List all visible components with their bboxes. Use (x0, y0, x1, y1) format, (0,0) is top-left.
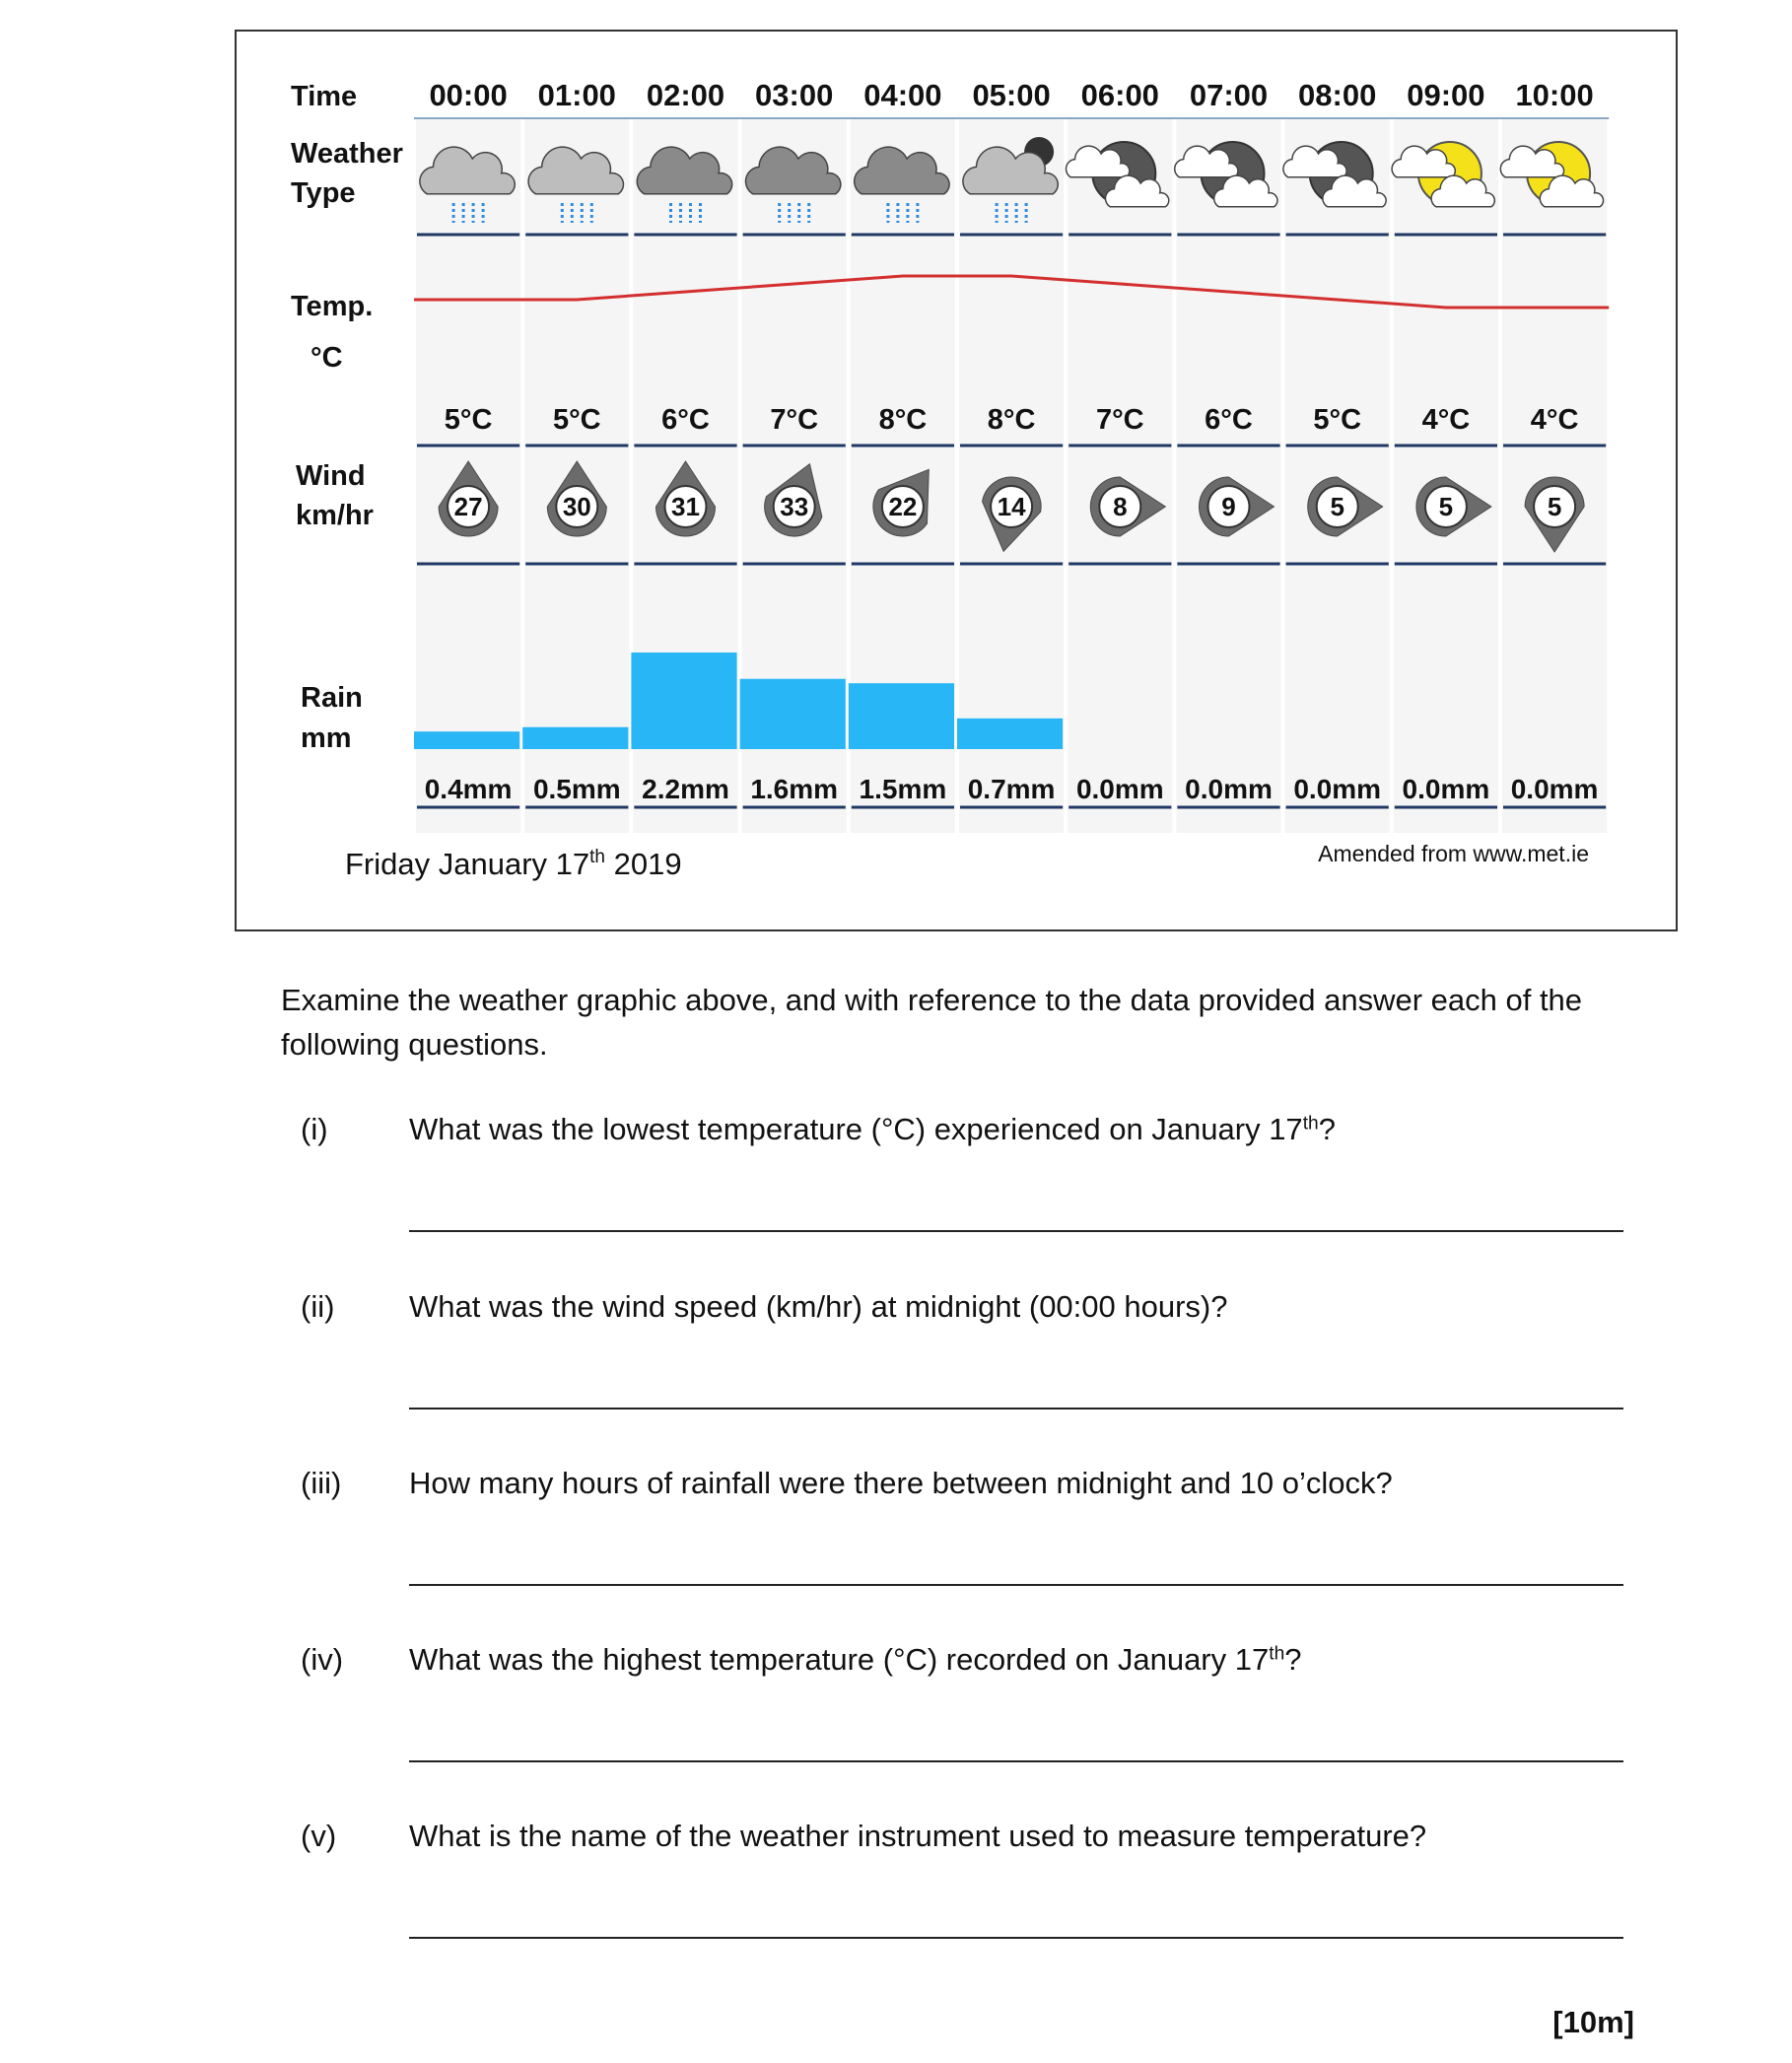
wind-speed-label: 5 (1547, 492, 1562, 521)
rain-label: 0.7mm (967, 774, 1056, 804)
wind-speed-label: 27 (453, 492, 483, 521)
time-label: 10:00 (1515, 78, 1594, 112)
time-label: 09:00 (1407, 78, 1485, 112)
time-label: 02:00 (646, 78, 725, 112)
rain-bar (849, 683, 954, 749)
weather-graphic (235, 30, 1678, 931)
column-background (1394, 118, 1498, 833)
row-label-wind-2: km/hr (296, 500, 374, 531)
answer-line-1[interactable] (409, 1230, 1623, 1232)
question-number: (iv) (301, 1642, 344, 1677)
temperature-label: 7°C (770, 404, 819, 436)
rain-bar (957, 719, 1063, 749)
temperature-label: 5°C (1313, 404, 1362, 436)
row-label-weather-2: Type (291, 177, 356, 209)
question-text: What was the highest temperature (°C) recorded on January 17th? (409, 1642, 1302, 1677)
rain-label: 0.0mm (1402, 774, 1490, 804)
temperature-label: 6°C (661, 404, 710, 436)
wind-speed-label: 22 (888, 492, 918, 521)
answer-line-4[interactable] (409, 1760, 1623, 1762)
answer-line-5[interactable] (409, 1937, 1623, 1939)
rain-label: 0.0mm (1510, 774, 1599, 804)
temperature-label: 7°C (1095, 404, 1144, 436)
temperature-label: 5°C (444, 404, 493, 436)
column-background (1068, 118, 1172, 833)
row-label-wind-1: Wind (296, 460, 366, 492)
marks-total: [10m] (1552, 2005, 1634, 2039)
answer-line-3[interactable] (409, 1584, 1623, 1586)
rain-label: 0.0mm (1293, 774, 1382, 804)
question-text: What was the lowest temperature (°C) experienced on January 17th? (409, 1112, 1336, 1146)
column-background (1176, 118, 1280, 833)
row-label-weather-1: Weather (291, 138, 403, 170)
row-label-temp-2: °C (310, 342, 343, 374)
instructions-text: Examine the weather graphic above, and with reference to the data provided answer each of the following questions. (281, 983, 1583, 1062)
time-label: 07:00 (1189, 78, 1269, 112)
forecast-date: Friday January 17th 2019 (345, 847, 682, 881)
temperature-label: 8°C (878, 404, 928, 436)
question-number: (v) (301, 1819, 337, 1853)
question-text: What is the name of the weather instrument used to measure temperature? (409, 1819, 1427, 1853)
rain-label: 0.0mm (1075, 774, 1164, 804)
temperature-label: 6°C (1205, 404, 1253, 436)
time-label: 00:00 (429, 78, 508, 112)
time-label: 03:00 (755, 78, 834, 112)
wind-speed-label: 9 (1221, 492, 1236, 521)
question-number: (ii) (301, 1289, 335, 1324)
rain-bar (522, 727, 628, 749)
time-label: 06:00 (1080, 78, 1159, 112)
rain-bar (740, 679, 846, 749)
wind-speed-label: 30 (562, 492, 591, 521)
question-number: (i) (301, 1112, 328, 1146)
temperature-label: 4°C (1530, 404, 1579, 436)
time-label: 04:00 (863, 78, 942, 112)
answer-line-2[interactable] (409, 1408, 1623, 1410)
rain-bar (631, 653, 736, 749)
time-label: 01:00 (537, 78, 616, 112)
time-label: 05:00 (972, 78, 1051, 112)
column-background (1285, 118, 1390, 833)
rain-label: 0.4mm (424, 774, 513, 804)
rain-bar (414, 731, 519, 749)
temperature-label: 4°C (1421, 404, 1471, 436)
wind-speed-label: 8 (1113, 492, 1128, 521)
row-label-time: Time (291, 81, 358, 112)
wind-speed-label: 5 (1438, 492, 1454, 521)
rain-label: 0.0mm (1185, 774, 1273, 804)
row-label-rain-2: mm (301, 722, 352, 754)
wind-speed-label: 5 (1330, 492, 1344, 521)
rain-label: 1.6mm (750, 774, 839, 804)
question-text: How many hours of rainfall were there between midnight and 10 o’clock? (409, 1466, 1393, 1500)
wind-speed-label: 14 (997, 492, 1026, 521)
temperature-label: 5°C (552, 404, 601, 436)
temperature-label: 8°C (987, 404, 1036, 436)
rain-label: 0.5mm (532, 774, 621, 804)
question-text: What was the wind speed (km/hr) at midnight (00:00 hours)? (409, 1289, 1228, 1324)
rain-label: 2.2mm (642, 774, 729, 804)
row-label-temp-1: Temp. (291, 291, 374, 322)
time-label: 08:00 (1298, 78, 1377, 112)
column-background (1502, 118, 1607, 833)
row-label-rain-1: Rain (301, 682, 363, 714)
source-credit: Amended from www.met.ie (1318, 841, 1589, 866)
wind-speed-label: 33 (780, 492, 809, 521)
wind-speed-label: 31 (671, 492, 700, 521)
rain-label: 1.5mm (859, 774, 947, 804)
weather-chart (237, 32, 1680, 933)
question-number: (iii) (301, 1466, 342, 1500)
